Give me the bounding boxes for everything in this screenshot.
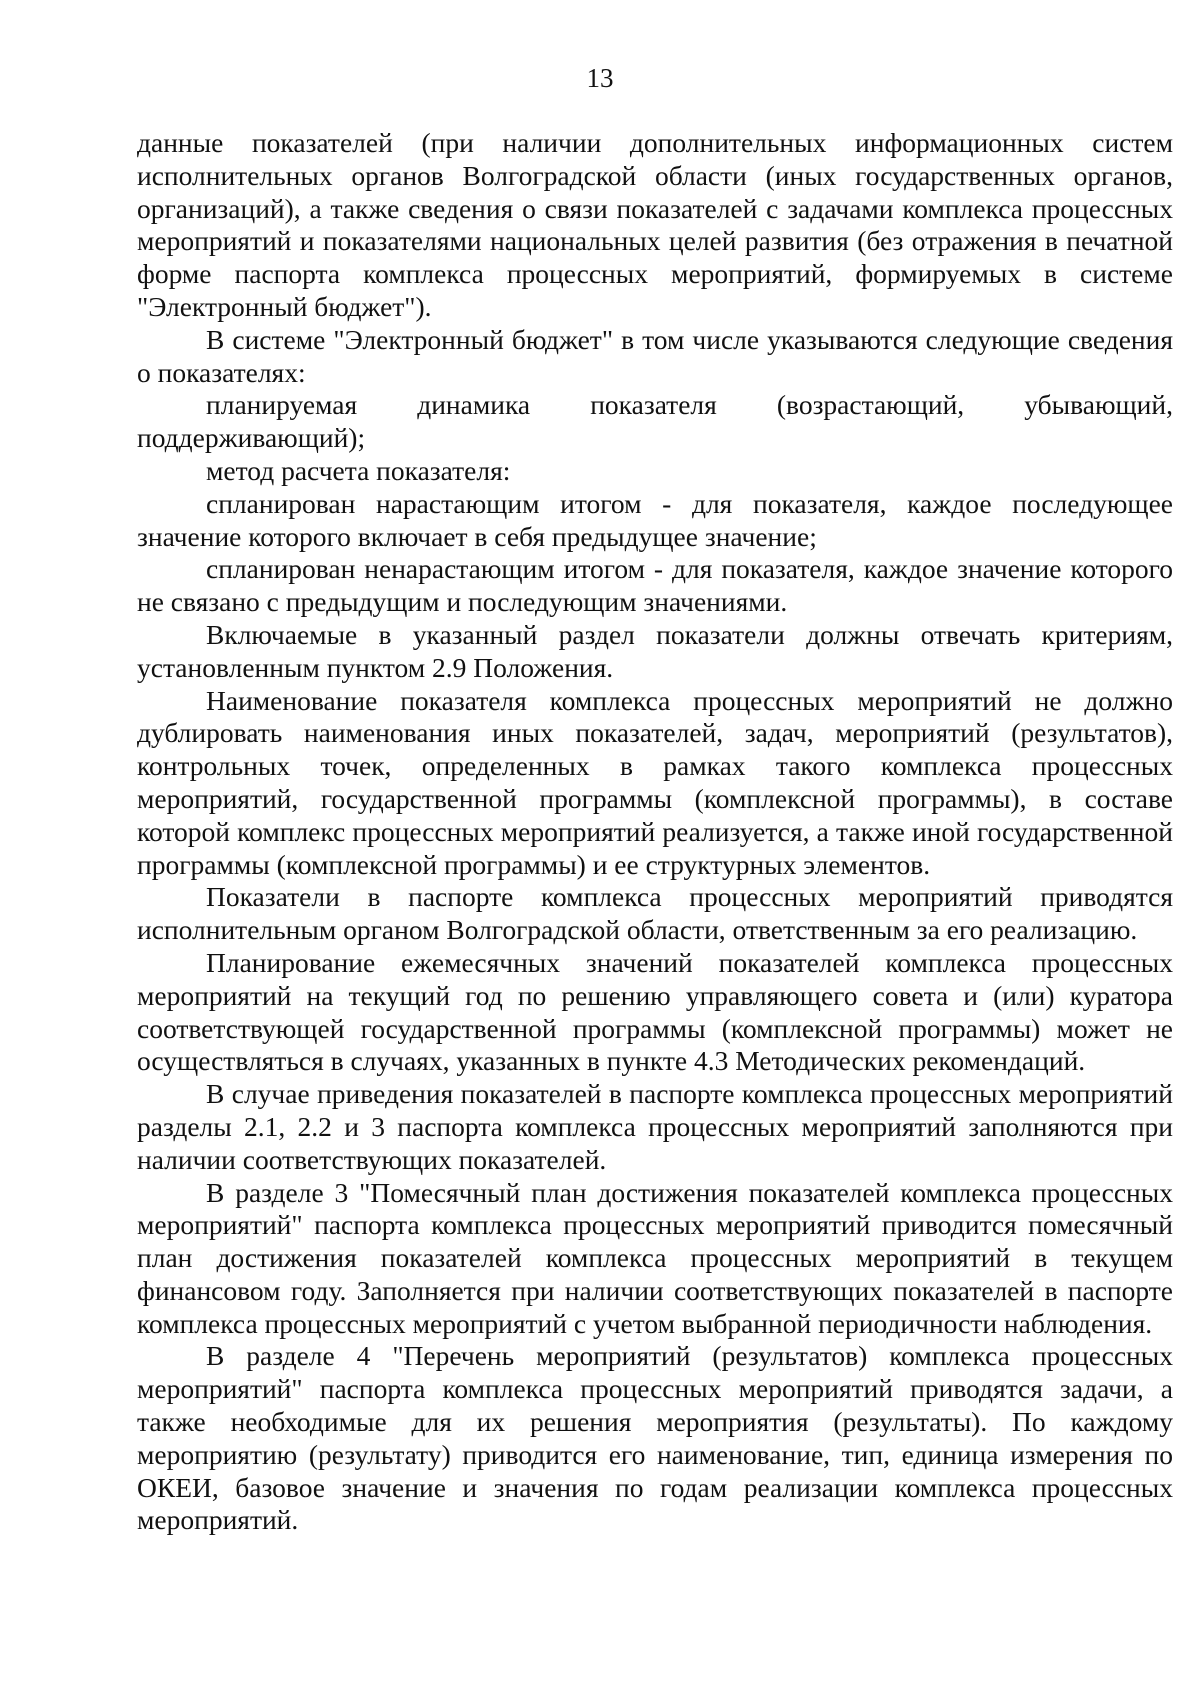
paragraph-calc-method: метод расчета показателя:: [206, 454, 511, 486]
paragraph-system-info: В системе "Электронный бюджет" в том числе указываются следующие сведения о показателях:: [137, 323, 1173, 388]
paragraph-cumulative: спланирован нарастающим итогом - для показателя, каждое последующее значение которого включает в себя предыдущее значение;: [137, 487, 1173, 552]
paragraph-continuation: данные показателей (при наличии дополнительных информационных систем исполнительных органов Волгоградской области (иных государственных органов, организаций), а также сведения о связи показателей с задачами комплекса процессных мероприятий и показателями национальных целей развития (без отражения в печатной форме паспорта комплекса процессных мероприятий, формируемых в системе "Электронный бюджет").: [137, 127, 1173, 322]
paragraph-indicator-name: Наименование показателя комплекса процессных мероприятий не должно дублировать наименования иных показателей, задач, мероприятий (результатов), контрольных точек, определенных в рамках такого комплекса процессных мероприятий, государственной программы (комплексной программы), в составе которой комплекс процессных мероприятий реализуется, а также иной государственной программы (комплексной программы) и ее структурных элементов.: [137, 684, 1173, 880]
paragraph-criteria: Включаемые в указанный раздел показатели должны отвечать критериям, установленным пунктом 2.9 Положения.: [137, 618, 1173, 683]
paragraph-sections-filled: В случае приведения показателей в паспорте комплекса процессных мероприятий разделы 2.1, 2.2 и 3 паспорта комплекса процессных мероприятий заполняются при наличии соответствующих показателей.: [137, 1078, 1173, 1175]
paragraph-section-4: В разделе 4 "Перечень мероприятий (результатов) комплекса процессных мероприятий" паспорта комплекса процессных мероприятий приводятся задачи, а также необходимые для их решения мероприятия (результаты). По каждому мероприятию (результату) приводится его наименование, тип, единица измерения по ОКЕИ, базовое значение и значения по годам реализации комплекса процессных мероприятий.: [137, 1340, 1173, 1536]
paragraph-monthly-planning: Планирование ежемесячных значений показателей комплекса процессных мероприятий на текущий год по решению управляющего совета и (или) куратора соответствующей государственной программы (комплексной программы) может не осуществляться в случаях, указанных в пункте 4.3 Методических рекомендаций.: [137, 946, 1173, 1077]
document-body: [137, 127, 1173, 1537]
paragraph-non-cumulative: спланирован ненарастающим итогом - для показателя, каждое значение которого не связано с предыдущим и последующим значениями.: [137, 553, 1173, 618]
paragraph-dynamics: планируемая динамика показателя (возрастающий, убывающий, поддерживающий);: [137, 389, 1173, 454]
page-number: 13: [586, 63, 614, 93]
paragraph-responsible-body: Показатели в паспорте комплекса процессных мероприятий приводятся исполнительным органом Волгоградской области, ответственным за его реализацию.: [137, 881, 1173, 946]
paragraph-section-3: В разделе 3 "Помесячный план достижения показателей комплекса процессных мероприятий" паспорта комплекса процессных мероприятий приводится помесячный план достижения показателей комплекса процессных мероприятий в текущем финансовом году. Заполняется при наличии соответствующих показателей в паспорте комплекса процессных мероприятий с учетом выбранной периодичности наблюдения.: [137, 1176, 1173, 1339]
